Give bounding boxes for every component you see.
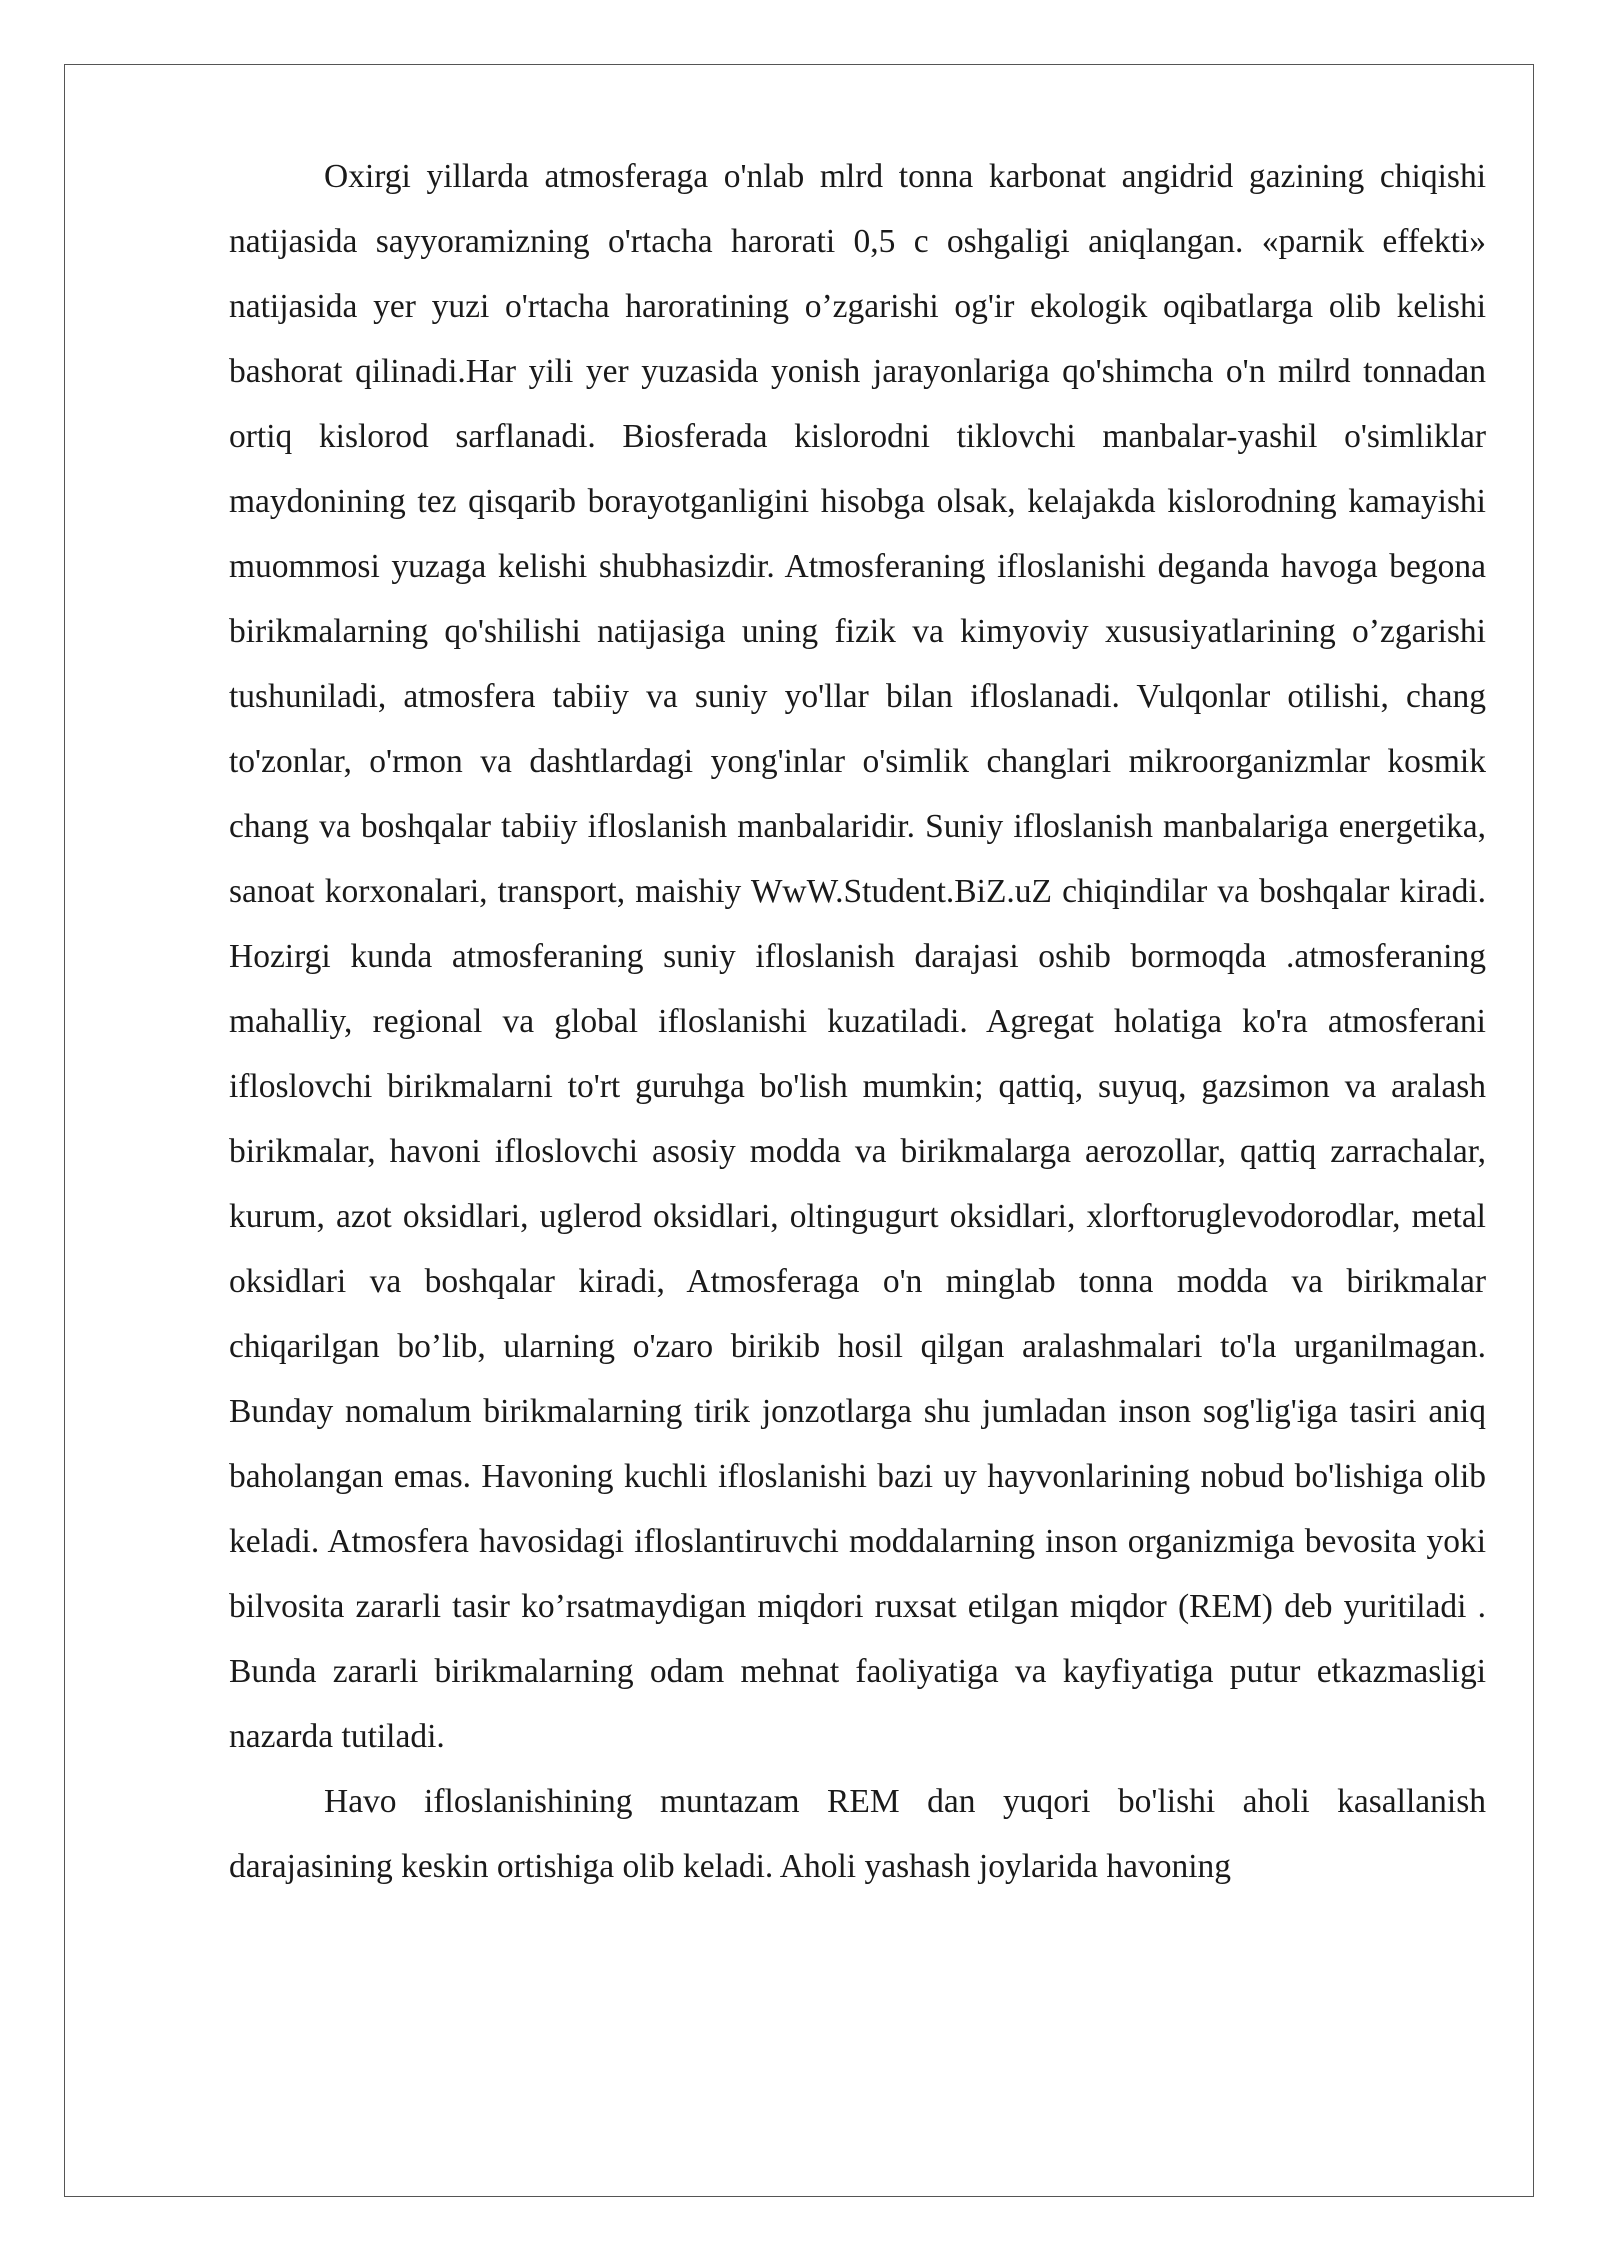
paragraph: Oxirgi yillarda atmosferaga o'nlab mlrd tonna karbonat angidrid gazining chiqishi natijasida sayyoramizning o'rtacha harorati 0,5 c oshgaligi aniqlangan. «parnik effekti» natijasida yer yuzi o'rtacha haroratining o’zgarishi og'ir ekologik oqibatlarga olib kelishi bashorat qilinadi.Har yili yer yuzasida yonish jarayonlariga qo'shimcha o'n milrd tonnadan ortiq kislorod sarflanadi. Biosferada kislorodni tiklovchi manbalar-yashil o'simliklar maydonining tez qisqarib borayotganligini hisobga olsak, kelajakda kislorodning kamayishi muommosi yuzaga kelishi shubhasizdir. Atmosferaning ifloslanishi deganda havoga begona birikmalarning qo'shilishi natijasiga uning fizik va kimyoviy xususiyatlarining o’zgarishi tushuniladi, atmosfera tabiiy va suniy yo'llar bilan ifloslanadi. Vulqonlar otilishi, chang to'zonlar, o'rmon va dashtlardagi yong'inlar o'simlik changlari mikroorganizmlar kosmik chang va boshqalar tabiiy ifloslanish manbalaridir. Suniy ifloslanish manbalariga energetika, sanoat korxonalari, transport, maishiy WwW.Student.BiZ.uZ chiqindilar va boshqalar kiradi. Hozirgi kunda atmosferaning suniy ifloslanish darajasi oshib bormoqda .atmosferaning mahalliy, regional va global ifloslanishi kuzatiladi. Agregat holatiga ko'ra atmosferani ifloslovchi birikmalarni to'rt guruhga bo'lish mumkin; qattiq, suyuq, gazsimon va aralash birikmalar, havoni ifloslovchi asosiy modda va birikmalarga aerozollar, qattiq zarrachalar, kurum, azot oksidlari, uglerod oksidlari, oltingugurt oksidlari, xlorftoruglevodorodlar, metal oksidlari va boshqalar kiradi, Atmosferaga o'n minglab tonna modda va birikmalar chiqarilgan bo’lib, ularning o'zaro birikib hosil qilgan aralashmalari to'la urganilmagan. Bunday nomalum birikmalarning tirik jonzotlarga shu jumladan inson sog'lig'iga tasiri aniq baholangan emas. Havoning kuchli ifloslanishi bazi uy hayvonlarining nobud bo'lishiga olib keladi. Atmosfera havosidagi ifloslantiruvchi moddalarning inson organizmiga bevosita yoki bilvosita zararli tasir ko’rsatmaydigan miqdori ruxsat etilgan miqdor (REM) deb yuritiladi . Bunda zararli birikmalarning odam mehnat faoliyatiga va kayfiyatiga putur etkazmasligi nazarda tutiladi. xyxy=(229,158,1486,1755)
document-body xyxy=(229,144,1486,1899)
paragraph: Havo ifloslanishining muntazam REM dan yuqori bo'lishi aholi kasallanish darajasining keskin ortishiga olib keladi. Aholi yashash joylarida havoning xyxy=(229,1783,1486,1885)
